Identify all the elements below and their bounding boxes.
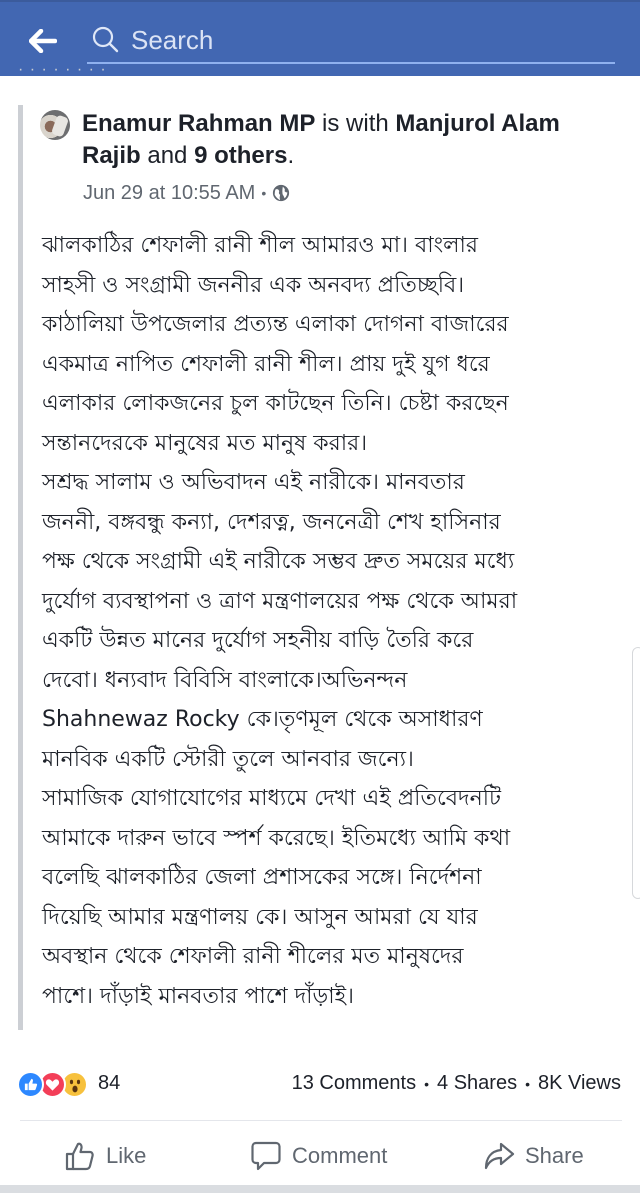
post-timestamp[interactable]: Jun 29 at 10:55 AM [83, 181, 256, 204]
scrollbar-thumb[interactable] [632, 647, 640, 899]
like-button[interactable] [64, 1132, 146, 1180]
body-line: মানবিক একটি স্টোরী তুলে আনবার জন্যে। [42, 746, 414, 772]
body-line: দিয়েছি আমার মন্ত্রণালয় কে। আসুন আমরা যে যার [42, 904, 478, 930]
stats-separator: • [424, 1075, 430, 1092]
body-line: Shahnewaz Rocky কে।তৃণমূল থেকে অসাধারণ [42, 707, 483, 732]
end-punct: . [287, 142, 295, 169]
scrolled-content-remnant: · · · · · · · · [18, 68, 107, 78]
share-arrow-icon [483, 1140, 515, 1172]
reaction-icons[interactable] [17, 1071, 97, 1099]
views-count: 8K Views [537, 1072, 621, 1094]
author-name-link[interactable]: Enamur Rahman MP [82, 110, 316, 137]
speech-bubble-icon [250, 1140, 282, 1172]
comments-count-link[interactable]: 13 Comments [291, 1072, 417, 1094]
meta-separator: • [261, 185, 267, 201]
tagged-person-link[interactable]: Manjurol Alam Rajib [82, 110, 560, 169]
body-line: আমাকে দারুন ভাবে স্পর্শ করেছে। ইতিমধ্যে আমি কথা [42, 825, 511, 851]
body-line: একমাত্র নাপিত শেফালী রানী শীল। প্রায় দুই যুগ ধরে [42, 351, 490, 377]
body-line: পক্ষ থেকে সংগ্রামী এই নারীকে সম্ভব দ্রুত সময়ের মধ্যে [42, 549, 515, 574]
search-icon [91, 25, 121, 55]
body-line: অবস্থান থেকে শেফালী রানী শীলের মত মানুষদের [42, 944, 464, 969]
body-line: সামাজিক যোগাযোগের মাধ্যমে দেখা এই প্রতিবেদনটি [42, 786, 502, 811]
body-line: সশ্রদ্ধ সালাম ও অভিবাদন এই নারীকে। মানবতার [42, 470, 465, 495]
like-label: Like [106, 1143, 147, 1168]
shares-count-link[interactable]: 4 Shares [437, 1072, 518, 1094]
body-line: কাঠালিয়া উপজেলার প্রত্যন্ত এলাকা দোগনা বাজারের [42, 312, 509, 337]
search-bar[interactable] [87, 18, 615, 64]
body-line: একটি উন্নত মানের দুর্যোগ সহনীয় বাড়ি তৈরি করে [42, 628, 474, 653]
body-line: সাহসী ও সংগ্রামী জননীর এক অনবদ্য প্রতিচ্ছবি। [42, 272, 465, 298]
others-link[interactable]: 9 others [194, 142, 288, 169]
reaction-count[interactable]: 84 [98, 1072, 121, 1094]
arrow-left-icon [29, 29, 57, 53]
engagement-summary [0, 1066, 640, 1106]
like-reaction-icon [17, 1071, 44, 1098]
comment-button[interactable] [250, 1132, 387, 1180]
globe-icon[interactable] [272, 184, 290, 202]
body-line: সন্তানদেরকে মানুষের মত মানুষ করার। [42, 430, 368, 456]
thumbs-up-icon [64, 1140, 96, 1172]
comment-label: Comment [292, 1143, 388, 1168]
body-line: জননী, বঙ্গবন্ধু কন্যা, দেশরত্ন, জননেত্রী শেখ হাসিনার [42, 509, 501, 535]
body-line: এলাকার লোকজনের চুল কাটছেন তিনি। চেষ্টা করছেন [42, 391, 509, 416]
with-text: is with [315, 110, 396, 137]
search-input[interactable] [131, 20, 591, 60]
post-meta [83, 178, 290, 208]
body-line: দেবো। ধন্যবাদ বিবিসি বাংলাকে।অভিনন্দন [42, 667, 408, 693]
back-button[interactable] [26, 24, 60, 58]
actions-divider [20, 1120, 622, 1121]
post-actions [0, 1132, 640, 1180]
body-line: ঝালকাঠির শেফালী রানী শীল আমারও মা। বাংলার [42, 233, 478, 258]
post-body [42, 226, 640, 1016]
feed-separator [0, 1185, 640, 1193]
stats-separator: • [525, 1075, 530, 1092]
share-button[interactable] [483, 1132, 584, 1180]
body-line: দুর্যোগ ব্যবস্থাপনা ও ত্রাণ মন্ত্রণালয়ের পক্ষ থেকে আমরা [42, 588, 518, 614]
body-line: পাশে। দাঁড়াই মানবতার পাশে দাঁড়াই। [42, 983, 354, 1009]
body-line: বলেছি ঝালকাঠির জেলা প্রশাসকের সঙ্গে। নির্দেশনা [42, 865, 482, 890]
author-line [82, 108, 622, 172]
and-text: and [140, 142, 195, 169]
quote-border [18, 105, 23, 1030]
top-app-bar [0, 0, 640, 76]
post-stats [292, 1072, 621, 1095]
author-avatar[interactable] [40, 110, 70, 140]
share-label: Share [525, 1143, 584, 1168]
